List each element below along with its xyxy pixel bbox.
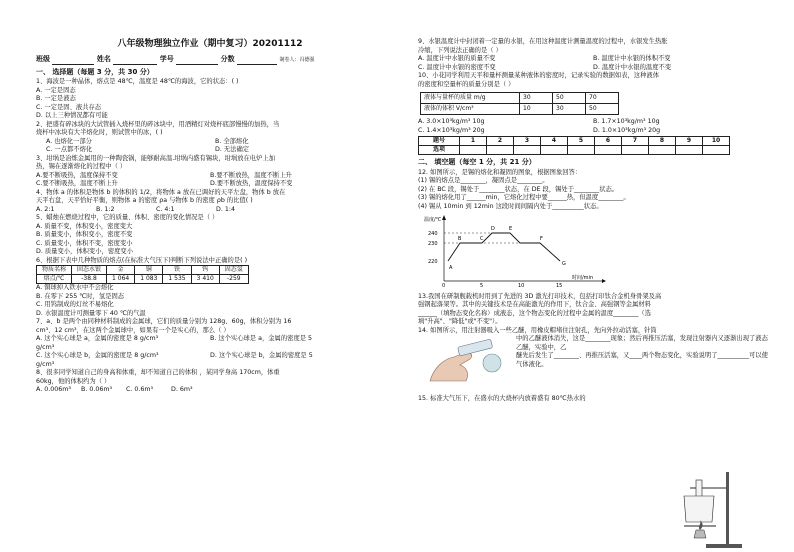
q8-stem-line1: 8、很多同学知道自己的身高和体重，却不知道自己的体积 ，某同学身高 170cm，体重 <box>36 369 280 377</box>
question-15 <box>418 395 768 404</box>
q9-option-c[interactable]: C. 温度计中水银的密度不变 <box>418 63 496 71</box>
x-tick-label: 5 <box>480 283 484 288</box>
q2-option-a[interactable]: A. 也熔化一部分 <box>46 137 92 145</box>
id-label: 学号 <box>159 55 174 64</box>
table-cell: 熔点/℃ <box>37 275 72 284</box>
q1-option-b[interactable]: B. 一定是液态 <box>36 95 76 103</box>
question-4 <box>36 189 384 215</box>
page-title: 八年级物理独立作业（期中复习）20201112 <box>117 39 303 49</box>
y-tick-label: 230 <box>428 241 438 248</box>
q4-option-a[interactable]: A. 2:1 <box>36 205 55 213</box>
answer-number: 8 <box>649 137 676 146</box>
answer-choice-row <box>419 146 730 155</box>
q12-sub-3: (3) 锡的熔化用了______min，它熔化过程中要______热，但温度________。 <box>418 194 630 202</box>
table-cell: 铁 <box>163 266 191 275</box>
score-field[interactable] <box>237 57 277 65</box>
answer-cell[interactable] <box>622 146 649 155</box>
table-row <box>37 275 249 284</box>
q10-option-c[interactable]: C. 1.4×10³kg/m³ 20g <box>418 126 485 134</box>
temperature-curve <box>448 233 560 261</box>
q1-option-c[interactable]: C. 一定是固、液共存态 <box>36 103 102 111</box>
q12-stem: 12. 如图所示，是锡的熔化和凝固的图象，根据图象回答： <box>418 168 582 176</box>
table-cell: 50 <box>553 93 586 104</box>
maker-label: 制卷人：冯德强 <box>279 57 315 64</box>
table-cell: 1 064 <box>107 275 135 284</box>
q7-option-d[interactable]: D. 这个实心球是 b，金属的密度是 5 <box>210 352 313 360</box>
answer-cell[interactable] <box>676 146 703 155</box>
q6-option-a[interactable]: A. 铜球掉入铁水中不会熔化 <box>36 284 114 292</box>
right-column <box>418 38 768 404</box>
stand-base-icon <box>706 544 742 548</box>
table-cell: 3 410 <box>191 275 219 284</box>
question-2 <box>36 121 384 155</box>
table-cell: 液体的体积 V/cm³ <box>421 104 520 115</box>
point-label: B <box>458 236 462 243</box>
q8-stem-line2: 60kg，他的体积约为（ ） <box>36 377 111 385</box>
name-label: 姓名 <box>96 55 111 64</box>
question-10 <box>418 72 768 135</box>
q4-option-b[interactable]: B. 1:2 <box>96 205 115 213</box>
q4-option-d[interactable]: D. 1:4 <box>216 205 235 213</box>
x-axis-arrow <box>602 279 606 283</box>
q10-option-d[interactable]: D. 1.0×10³kg/m³ 20g <box>593 126 661 134</box>
q12-sub-1: (1) 锡的熔点是________，凝固点是________。 <box>418 177 549 185</box>
q8-option-d[interactable]: D. 6m³ <box>171 386 193 394</box>
table-cell: 固态水银 <box>72 266 107 275</box>
question-3 <box>36 155 384 189</box>
hand-icon <box>430 352 472 381</box>
section-1-heading: 一、 选择题（每题 3 分，共 30 分） <box>36 67 154 76</box>
q1-option-a[interactable]: A. 一定是固态 <box>36 86 76 94</box>
q5-option-b[interactable]: B. 质量变小，体积变小，密度不变 <box>36 231 133 239</box>
burner-icon <box>694 530 706 538</box>
syringe-icon <box>458 339 493 356</box>
q7-option-d-unit: g/cm³ <box>36 360 55 368</box>
score-label: 分数 <box>220 55 235 64</box>
q13-line4: 填"升高"、"降低"或"不变"）。 <box>418 318 502 326</box>
q15-stem: 15. 标准大气压下，在盛水的大烧杯内放着盛有 80℃热水的 <box>418 395 586 403</box>
q2-stem-line2: 烧杯中冰块有大半熔化时，则试管中的冰，( ) <box>36 129 163 137</box>
table-cell: 50 <box>586 104 619 115</box>
answer-grid <box>418 136 730 155</box>
q6-option-c[interactable]: C. 用钨制成的灯丝不易熔化 <box>36 301 114 309</box>
lab-apparatus-illustration <box>676 468 746 548</box>
q7-stem-line2: cm³、12 cm³，在这两个金属球中，如果有一个是实心的，那么（ ） <box>36 326 230 334</box>
q9-option-a[interactable]: A. 温度计中水银的质量不变 <box>418 55 496 62</box>
answer-row-header: 题号 <box>419 137 460 146</box>
class-label: 班级 <box>36 55 50 64</box>
answer-cell[interactable] <box>568 146 595 155</box>
stand-rod-icon <box>726 472 729 546</box>
name-field[interactable] <box>113 57 157 65</box>
q12-sub-4: (4) 锡从 10min 到 12min 这段时间间隔内处于__________状态。 <box>418 202 603 210</box>
question-7 <box>36 318 384 369</box>
answer-number: 5 <box>568 137 595 146</box>
x-tick-label: 15 <box>556 283 563 288</box>
q10-option-a[interactable]: A. 3.0×10³kg/m³ 10g <box>418 118 485 125</box>
q10-stem-line2: 的密度和空量杯的质量分别是（ ） <box>418 80 515 88</box>
q2-option-b[interactable]: B. 全部熔化 <box>215 137 249 145</box>
table-row <box>37 266 249 275</box>
answer-number: 7 <box>622 137 649 146</box>
q14-line2: 中的乙醚液体消失，这是________现象；然后再推压活塞，发现注射器内又逐渐出现了液态乙醚，实验中，乙 <box>516 335 768 351</box>
y-axis-arrow <box>442 215 446 220</box>
table-cell: 液体与量杯的质量 m/g <box>421 93 520 104</box>
question-6 <box>36 257 384 319</box>
answer-number: 4 <box>541 137 568 146</box>
answer-cell[interactable] <box>541 146 568 155</box>
answer-number: 1 <box>460 137 487 146</box>
q3-option-b[interactable]: B.要不断放热，温度不断上升 <box>210 171 292 179</box>
q4-stem-line2: 天平右盘，天平恰好平衡，则物体 a 的密度 ρa 与物体 b 的密度 ρb 的比值( ) <box>36 197 253 205</box>
point-label: C <box>480 236 484 243</box>
class-field[interactable] <box>52 57 94 65</box>
q7-option-c[interactable]: C. 这个实心球是 b，金属的密度是 8 g/cm³ <box>36 352 159 360</box>
point-label: F <box>540 236 543 243</box>
question-8 <box>36 369 384 395</box>
y-tick-label: 220 <box>428 259 438 266</box>
q3-stem-line2: 热，锡在逐渐熔化的过程中（ ） <box>36 163 127 171</box>
question-5 <box>36 214 384 257</box>
q5-option-a[interactable]: A. 质量不变，体积变小，密度变大 <box>36 222 133 230</box>
q3-stem-line1: 3、坩埚是冶炼金属用的一种陶瓷锅，能够耐高温.坩埚内盛有锡块，坩埚放在电炉上加 <box>36 154 275 162</box>
table-row <box>421 104 619 115</box>
question-13 <box>418 293 768 327</box>
q5-option-d[interactable]: D. 质量变小，体积变小，密度变小 <box>36 248 134 256</box>
q13-line3: ______（填物态变化名称）成液态，这个物态变化的过程中金属的温度________（选 <box>418 309 651 317</box>
table-cell: -38.8 <box>72 275 107 284</box>
q6-stem: 6、根据下表中几种物质的熔点(在标准大气压下)判断下列说法中正确的是( ) <box>36 256 248 264</box>
q2-option-c[interactable]: C. 一点都不熔化 <box>46 146 93 154</box>
q3-option-c[interactable]: C.要不断吸热，温度不断上升 <box>36 180 118 188</box>
x-tick-label: 10 <box>518 283 525 288</box>
id-field[interactable] <box>176 57 218 65</box>
answer-number-row <box>419 137 730 146</box>
q7-stem-line1: 7、a、b 是两个由同种材料制成的金属球，它们的质量分别为 128g、60g，体积分别为 16 <box>36 318 292 326</box>
student-info-line <box>36 55 384 64</box>
q5-stem: 5、蜡烛在燃烧过程中，它的质量、体积、密度的变化情况是（ ） <box>36 214 219 222</box>
q4-option-c[interactable]: C. 4:1 <box>156 205 175 213</box>
table-cell: 金 <box>107 266 135 275</box>
syringe-hand-illustration <box>420 337 514 387</box>
q10-stem-line1: 10、小花同学利用天平和量杯测量某种液体的密度时，记录实验的数据如表，这种液体 <box>418 72 659 79</box>
point-label: A <box>449 265 453 272</box>
table-cell: 物质名称 <box>37 266 72 275</box>
q8-option-c[interactable]: C. 0.6m³ <box>126 386 154 394</box>
table-row <box>421 93 619 104</box>
q13-line2: 强钢起落架等。其中的关键技术是在高能激光的作用下，钛合金、高强钢等金属材料 <box>418 301 651 309</box>
q9-stem-line2: 冷缩，下列说法正确的是（ ） <box>418 46 502 54</box>
tin-melting-graph <box>422 213 612 287</box>
q14-line1: 14. 如图所示，用注射器吸入一些乙醚，用橡皮帽堵住注射孔，先向外拉动活塞，针筒 <box>418 326 657 334</box>
x-tick-label: 0 <box>442 283 446 288</box>
point-label: G <box>562 261 566 268</box>
q1-option-d[interactable]: D. 以上三种情况都有可能 <box>36 112 108 120</box>
q1-stem: 1、海波是一种晶体，熔点是 48℃，温度是 48℃的海波，它的状态：( ) <box>36 78 239 86</box>
table-cell: 30 <box>553 104 586 115</box>
table-cell: 10 <box>520 104 553 115</box>
q8-option-b[interactable]: B. 0.06m³ <box>81 386 113 394</box>
q2-option-d[interactable]: D. 无法确定 <box>215 146 250 154</box>
q7-option-b[interactable]: B. 这个实心球是 a，金属的密度是 5 <box>210 335 313 343</box>
answer-cell[interactable] <box>460 146 487 155</box>
q8-option-a[interactable]: A. 0.006m³ <box>36 386 71 394</box>
answer-number: 9 <box>676 137 703 146</box>
answer-number: 2 <box>487 137 514 146</box>
syringe-cap-icon <box>483 354 501 372</box>
q14-line3: 醚先后发生了________、再推压活塞，又____两个物态变化，实验说明了__________可以使气体液化。 <box>516 352 768 368</box>
point-label: E <box>509 226 513 233</box>
answer-cell[interactable] <box>703 146 730 155</box>
answer-cell[interactable] <box>487 146 514 155</box>
table-cell: 1 083 <box>135 275 163 284</box>
liquid-data-table <box>420 92 619 115</box>
q7-option-a[interactable]: A. 这个实心球是 a，金属的密度是 8 g/cm³ <box>36 335 159 343</box>
q3-option-d[interactable]: D.要不断放热，温度保持不变 <box>210 180 293 188</box>
y-tick-label: 240 <box>428 231 438 238</box>
table-cell: 70 <box>586 93 619 104</box>
q4-stem-line1: 4、物体 a 的体积是物体 b 的体积的 1/2，将物体 a 放在已调好的天平左盘，物体 b 放在 <box>36 188 286 196</box>
q10-option-b[interactable]: B. 1.7×10³kg/m³ 10g <box>593 118 660 125</box>
q5-option-c[interactable]: C. 质量变小，体积不变，密度变小 <box>36 239 133 247</box>
q13-line1: 13.我国在研制舰载机时用到了先进的 3D 激光打印技术，包括打印钛合金机身骨架及高 <box>418 292 662 300</box>
q9-stem-line1: 9、水银温度计中封闭着一定量的水银，在用这种温度计测量温度的过程中，水银发生热胀 <box>418 38 668 45</box>
table-cell: 钨 <box>191 266 219 275</box>
left-column <box>36 0 384 395</box>
answer-number: 10 <box>703 137 730 146</box>
q2-stem-line1: 2、把盛有碎冰块的大试管插入烧杯里的碎冰块中，用酒精灯对烧杯底部慢慢的加热，当 <box>36 120 280 128</box>
answer-cell[interactable] <box>595 146 622 155</box>
point-label: D <box>491 226 495 233</box>
q7-option-b-unit: g/cm³ <box>36 343 55 351</box>
answer-number: 3 <box>514 137 541 146</box>
beaker-icon <box>684 496 714 522</box>
melting-point-table <box>36 265 249 284</box>
q9-option-d[interactable]: D. 温度计中水银的温度不变 <box>593 63 672 71</box>
q12-sub-2: (2) 在 BC 段，锡处于________状态，在 DE 段，锡处于________状态。 <box>418 185 619 193</box>
answer-cell[interactable] <box>514 146 541 155</box>
question-14 <box>418 327 768 392</box>
table-cell: 30 <box>520 93 553 104</box>
table-cell: 铜 <box>135 266 163 275</box>
question-1 <box>36 78 384 121</box>
q6-option-d[interactable]: D. 水银温度计可测量零下 40 ℃的气温 <box>36 309 146 317</box>
question-9 <box>418 38 768 72</box>
q3-option-a[interactable]: A.要不断吸热，温度保持不变 <box>36 171 118 179</box>
table-cell: -259 <box>219 275 248 284</box>
y-axis-label: 温度/℃ <box>424 217 442 224</box>
table-cell: 1 535 <box>163 275 191 284</box>
table-cell: 固态氢 <box>219 266 248 275</box>
x-axis-label: 时间/min <box>572 275 594 282</box>
q9-option-b[interactable]: B. 温度计中水银的体积不变 <box>593 55 671 62</box>
answer-row-header: 选项 <box>419 146 460 155</box>
answer-cell[interactable] <box>649 146 676 155</box>
question-12 <box>418 169 768 212</box>
answer-number: 6 <box>595 137 622 146</box>
q6-option-b[interactable]: B. 在零下 255 ℃时，氢是固态 <box>36 292 125 300</box>
section-2-heading: 二、 填空题（每空 1 分，共 21 分） <box>418 158 536 167</box>
